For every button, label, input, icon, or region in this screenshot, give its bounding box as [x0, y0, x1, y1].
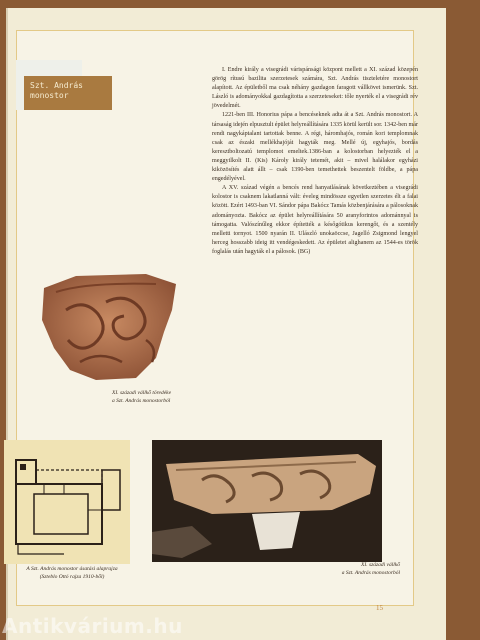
- carved-capital-panel: [152, 440, 382, 562]
- watermark-text: Antikvárium.hu: [2, 614, 183, 638]
- caption-stone-fragment: XI. századi vállkő töredéke a Szt. András monostorból: [112, 390, 172, 404]
- paragraph-1: I. Endre király a visegrádi várispánsági központ mellett a XI. század közepén görög rítusú bazilita szerzetesek számára, Szt. András tiszteletére monostort alapított. Az épületből ma csak néhány gazdagon faragott vállkövet ismerünk. Szt. László is adományokkal gazdagította a szerzeteseket: tőle nyerték el a visegrádi rév jövedelmét.: [212, 67, 418, 110]
- section-title-text: Szt. András monostor: [30, 81, 83, 100]
- floor-plan-panel: [4, 440, 130, 564]
- floor-plan-drawing: [4, 440, 130, 564]
- paragraph-2: 1221-ben III. Honorius pápa a bencéseknek adta át a Szt. András monostort. A társaság idején elpusztult épület helyreállítására 1335 körül került sor. 1342-ben már rendi nagykáptalant tartottak benne. A régi, háromhajós, román kori templomnak csak az északi mellékhajóját hagyták meg. Mellé új, egyhajós, bordás keresztboltozatú templomot emeltek.1386-ban a kolostorban helyezték el a meggyilkolt II. (Kis) Károly király tetemét, akit – mivel halálakor egyházi kiközösítés alatt állt – csak 1390-ben temethettek beszentelt földbe, a pápa engedélyével.: [212, 112, 418, 183]
- caption-floor-plan: A Szt. András monostor ásatási alaprajza (Szteblo Ottó rajza 1910-ből): [26, 566, 118, 580]
- caption-capital: XI. századi vállkő a Szt. András monostorból: [341, 562, 400, 576]
- paragraph-3: A XV. század végén a bencés rend hanyatlásának következtében a visegrádi kolostor is csaknem lakatlanná vált: éveleg mindössze egyetlen szerzetes élt a falai között. Ezért 1493-ban VI. Sándor pápa Bakócz Tamás közbenjárására a pálosoknak adományozta. Bakócz az épület helyreállítására 50 aranyforintos adománnyal is támogatta. Valószínűleg ekkor építették a későgótikus kerengőt, és a szentély melletti tornyot. 1500 nyarán II. Ulászló unokaöccse, Jagelló Zsigmond lengyel herceg hosszabb ideig itt vendégeskedett. Az épületet alighanem az 1544-es török foglalás után hagyták el a pálosok. (BG): [212, 185, 418, 255]
- article-body: [212, 66, 418, 257]
- section-title: [24, 76, 112, 110]
- carved-capital-photo: [152, 440, 382, 562]
- carved-stone-photo: [36, 270, 182, 386]
- page-number: 15: [376, 604, 383, 612]
